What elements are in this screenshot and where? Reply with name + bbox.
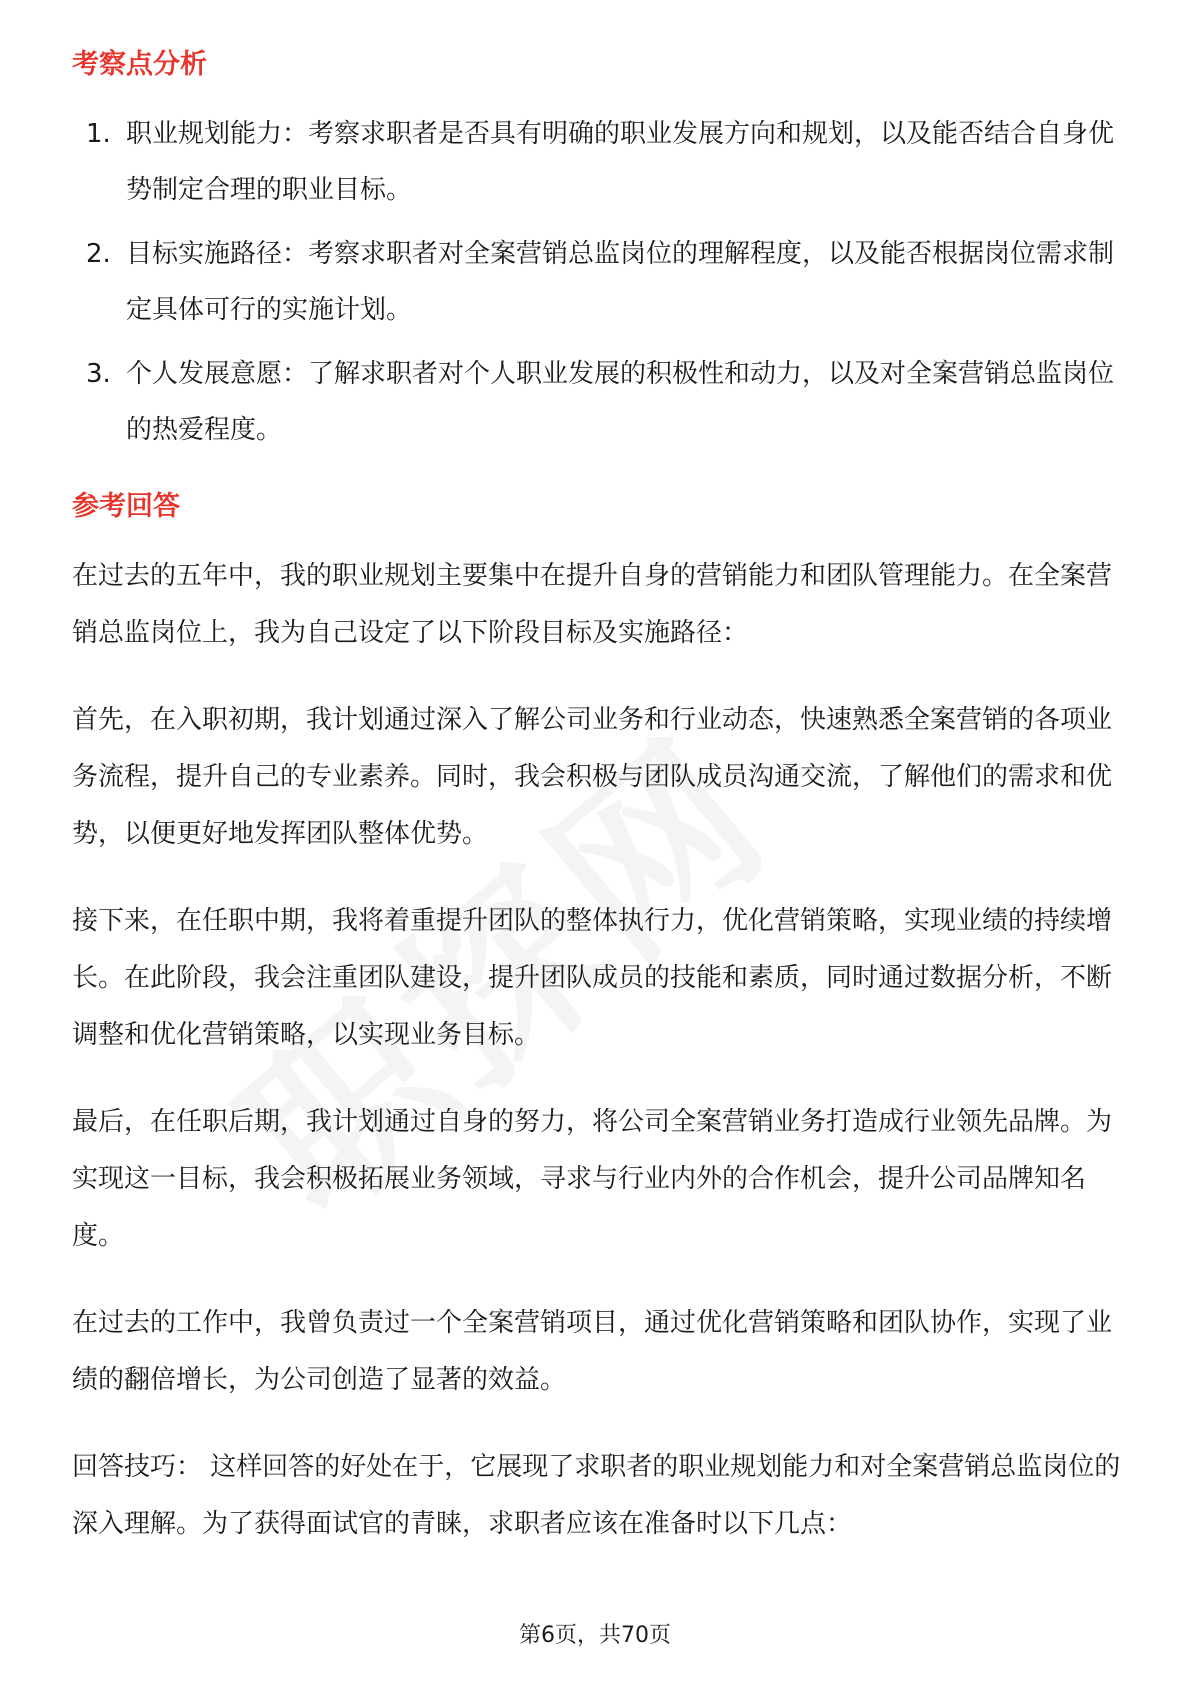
- list-item-number: 3.: [86, 358, 111, 389]
- answer-paragraph: 首先，在入职初期，我计划通过深入了解公司业务和行业动态，快速熟悉全案营销的各项业务流程，提升自己的专业素养。同时，我会积极与团队成员沟通交流，了解他们的需求和优势，以便更好地发挥团队整体优势。: [72, 704, 1113, 849]
- answer-paragraph: 在过去的五年中，我的职业规划主要集中在提升自身的营销能力和团队管理能力。在全案营销总监岗位上，我为自己设定了以下阶段目标及实施路径：: [72, 560, 1113, 648]
- answer-paragraph: 最后，在任职后期，我计划通过自身的努力，将公司全案营销业务打造成行业领先品牌。为实现这一目标，我会积极拓展业务领域，寻求与行业内外的合作机会，提升公司品牌知名度。: [72, 1106, 1113, 1251]
- list-item-number: 1.: [86, 118, 111, 149]
- list-item-number: 2.: [86, 238, 111, 269]
- list-item-text: 职业规划能力：考察求职者是否具有明确的职业发展方向和规划，以及能否结合自身优势制定合理的职业目标。: [126, 118, 1115, 205]
- answer-section-title: 参考回答: [72, 490, 180, 522]
- page-number-footer: 第6页，共70页: [519, 1623, 671, 1648]
- answer-tips-paragraph: 回答技巧： 这样回答的好处在于，它展现了求职者的职业规划能力和对全案营销总监岗位的深入理解。为了获得面试官的青睐，求职者应该在准备时以下几点：: [72, 1451, 1121, 1539]
- list-item: [72, 106, 1122, 218]
- page-content: [72, 46, 1122, 1583]
- list-item: [72, 226, 1122, 338]
- list-item: [72, 346, 1122, 458]
- answer-paragraph: 接下来，在任职中期，我将着重提升团队的整体执行力，优化营销策略，实现业绩的持续增长。在此阶段，我会注重团队建设，提升团队成员的技能和素质，同时通过数据分析，不断调整和优化营销策略，以实现业务目标。: [72, 905, 1113, 1050]
- answer-paragraph: 在过去的工作中，我曾负责过一个全案营销项目，通过优化营销策略和团队协作，实现了业绩的翻倍增长，为公司创造了显著的效益。: [72, 1307, 1113, 1395]
- list-item-text: 个人发展意愿：了解求职者对个人职业发展的积极性和动力，以及对全案营销总监岗位的热爱程度。: [126, 358, 1115, 445]
- analysis-section-title: 考察点分析: [72, 49, 207, 80]
- list-item-text: 目标实施路径：考察求职者对全案营销总监岗位的理解程度，以及能否根据岗位需求制定具体可行的实施计划。: [126, 238, 1115, 325]
- analysis-points-list: [72, 106, 1122, 458]
